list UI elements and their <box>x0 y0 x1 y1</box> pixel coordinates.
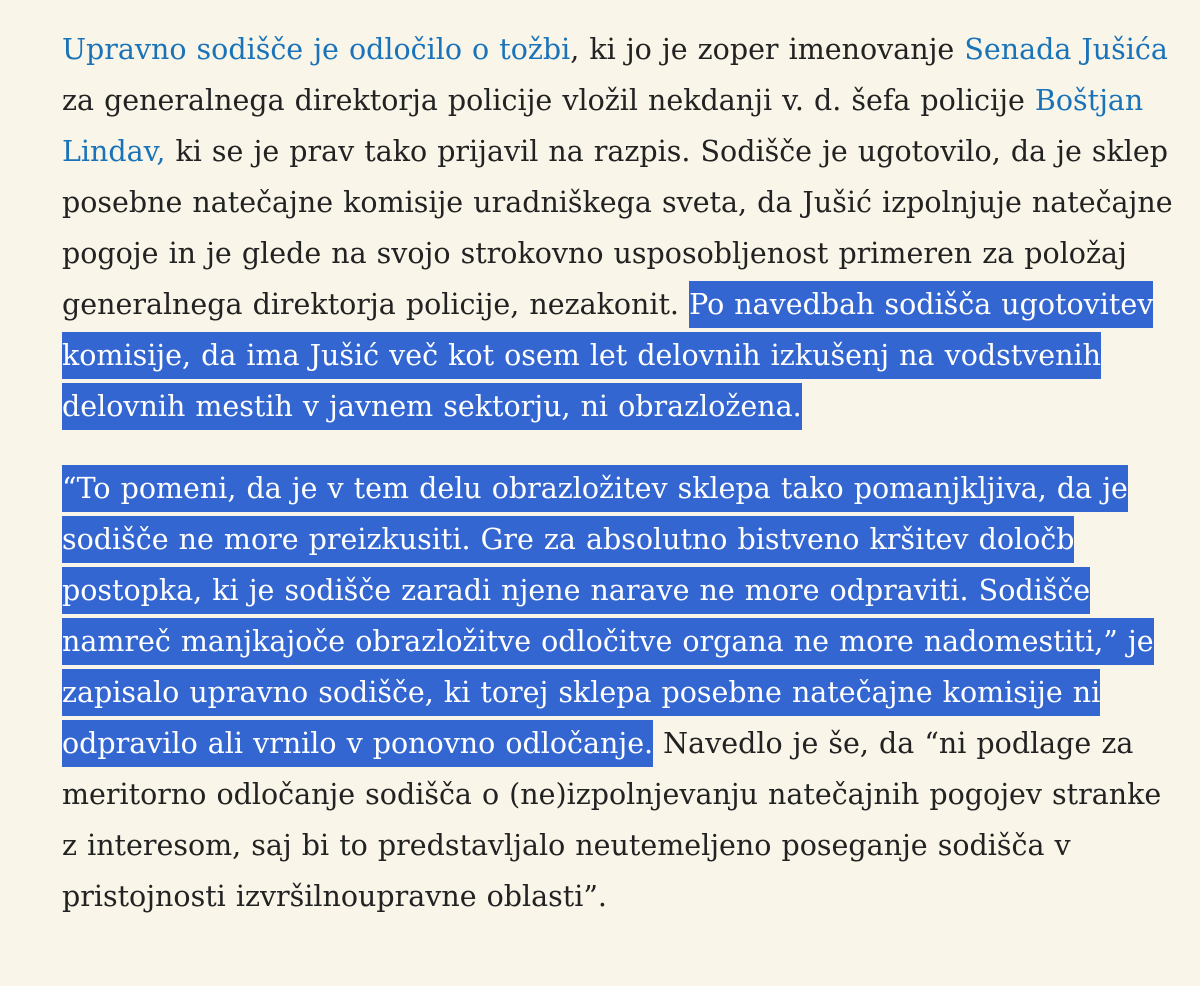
court-decision-link[interactable]: Upravno sodišče je odločilo o tožbi <box>62 33 571 66</box>
paragraph-text: , ki jo je zoper imenovanje <box>570 33 965 66</box>
article-paragraph <box>62 463 1177 922</box>
paragraph-text: ki se je prav tako prijavil na razpis. Sodišče je ugotovilo, da je sklep posebne natečajne komisije uradniškega sveta, da Jušić izpolnjuje natečajne pogoje in je glede na svojo strokovno usposobljenost primeren za položaj generalnega direktorja policije, nezakonit. <box>62 135 1173 321</box>
lindav-link[interactable]: Boštjan Lindav, <box>62 84 1144 168</box>
paragraph-text: Navedlo je še, da “ni podlage za meritorno odločanje sodišča o (ne)izpolnjevanju natečajnih pogojev stranke z interesom, saj bi to predstavljalo neutemeljeno poseganje sodišča v pristojnosti izvršilnoupravne oblasti”. <box>62 727 1162 913</box>
jusic-link[interactable]: Senada Jušića <box>964 33 1168 66</box>
paragraph-text: za generalnega direktorja policije vložil nekdanji v. d. šefa policije <box>62 84 1035 117</box>
article-paragraph <box>62 24 1177 432</box>
selected-text[interactable]: “To pomeni, da je v tem delu obrazložitev sklepa tako pomanjkljiva, da je sodišče ne more preizkusiti. Gre za absolutno bistveno kršitev določb postopka, ki je sodišče zaradi njene narave ne more odpraviti. Sodišče namreč manjkajoče obrazložitve odločitve organa ne more nadomestiti,” je zapisalo upravno sodišče, ki torej sklepa posebne natečajne komisije ni odpravilo ali vrnilo v ponovno odločanje. <box>62 465 1154 767</box>
selected-text[interactable]: Po navedbah sodišča ugotovitev komisije, da ima Jušić več kot osem let delovnih izkušenj na vodstvenih delovnih mestih v javnem sektorju, ni obrazložena. <box>62 281 1153 430</box>
article-body <box>62 24 1177 922</box>
